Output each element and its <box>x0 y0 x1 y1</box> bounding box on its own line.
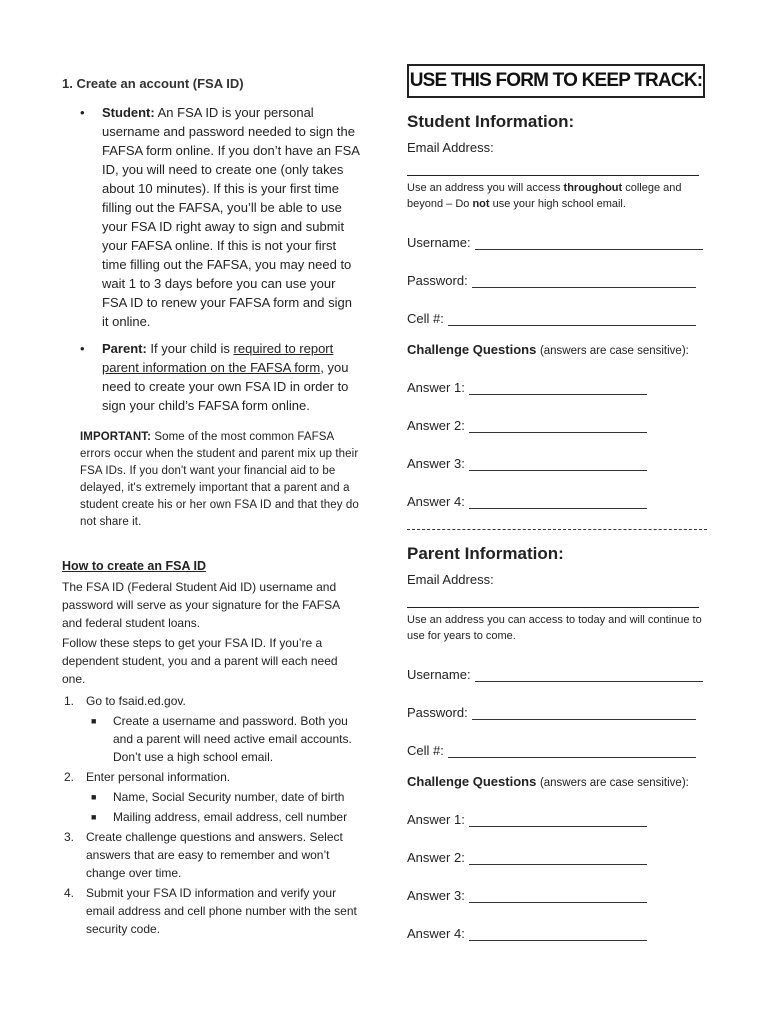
note-text: college and beyond – Do <box>407 182 682 210</box>
parent-bullet <box>62 339 362 415</box>
sub-item <box>86 712 362 766</box>
parent-answer-4-field[interactable] <box>469 926 647 941</box>
cell-label: Cell #: <box>407 743 444 758</box>
square-bullet-icon: ■ <box>91 792 97 802</box>
parent-label: Parent: <box>102 341 147 356</box>
student-password-field[interactable] <box>472 273 696 288</box>
account-bullets <box>62 103 362 415</box>
parent-text-before: If your child is <box>150 341 230 356</box>
answer-label: Answer 1: <box>407 380 465 395</box>
section-title: 1. Create an account (FSA ID) <box>62 76 244 91</box>
steps-intro: Follow these steps to get your FSA ID. If you’re a dependent student, you and a parent will each need one. <box>62 636 338 686</box>
username-label: Username: <box>407 667 471 682</box>
step-item <box>62 768 362 826</box>
parent-answer-row <box>407 845 707 865</box>
student-answer-row <box>407 451 707 471</box>
username-label: Username: <box>407 235 471 250</box>
step-text: Enter personal information. <box>86 770 231 784</box>
parent-answer-row <box>407 921 707 941</box>
student-label: Student: <box>102 105 155 120</box>
section-divider <box>407 529 707 530</box>
student-answer-row <box>407 489 707 509</box>
note-bold: throughout <box>563 182 623 194</box>
student-cell-row <box>407 306 707 326</box>
parent-info-link[interactable]: required to report parent information on the FAFSA form <box>102 341 334 375</box>
student-username-row <box>407 230 707 250</box>
steps-list <box>62 692 362 938</box>
sub-list <box>86 712 362 766</box>
step-item <box>62 692 362 766</box>
sub-item-text: Mailing address, email address, cell number <box>113 810 348 824</box>
step-item <box>62 884 362 938</box>
form-title-box: USE THIS FORM TO KEEP TRACK: <box>407 64 705 98</box>
parent-email-note: Use an address you can access to today and will continue to use for years to come. <box>407 614 702 642</box>
password-label: Password: <box>407 273 468 288</box>
cq-label: Challenge Questions <box>407 774 537 789</box>
step-text: Submit your FSA ID information and verify your email address and cell phone number with the sent security code. <box>86 886 357 936</box>
parent-answer-row <box>407 883 707 903</box>
tracking-form <box>407 64 707 941</box>
parent-heading: Parent Information: <box>407 544 564 563</box>
bullet-icon: • <box>80 341 85 356</box>
parent-answer-2-field[interactable] <box>469 850 647 865</box>
answer-label: Answer 2: <box>407 850 465 865</box>
student-password-row <box>407 268 707 288</box>
parent-answer-3-field[interactable] <box>469 888 647 903</box>
important-label: IMPORTANT: <box>80 431 152 443</box>
student-bullet <box>62 103 362 331</box>
student-answer-1-field[interactable] <box>469 380 647 395</box>
parent-username-row <box>407 662 707 682</box>
student-answer-2-field[interactable] <box>469 418 647 433</box>
parent-answer-1-field[interactable] <box>469 812 647 827</box>
sub-item-text: Create a username and password. Both you and a parent will need active email accounts. Don’t use a high school email. <box>113 714 352 764</box>
parent-email-field[interactable] <box>407 587 699 608</box>
sub-item <box>86 808 362 826</box>
student-heading: Student Information: <box>407 112 575 131</box>
step-number: 2. <box>64 770 75 784</box>
student-email-label: Email Address: <box>407 140 494 155</box>
student-text: An FSA ID is your personal username and password needed to sign the FAFSA form online. If you don’t have an FSA ID, you will need to create one (only takes about 10 minutes). If this is your first time filling out the FAFSA, you’ll be able to use your FSA ID right away to sign and submit your FAFSA online. If this is not your first time filling out the FAFSA, you may need to wait 1 to 3 days before you can use your FSA ID to renew your FAFSA form and sign it online. <box>102 105 360 329</box>
student-answer-3-field[interactable] <box>469 456 647 471</box>
bullet-icon: • <box>80 105 85 120</box>
square-bullet-icon: ■ <box>91 812 97 822</box>
how-to-title: How to create an FSA ID <box>62 559 207 573</box>
cq-note: (answers are case sensitive): <box>539 345 689 357</box>
parent-cell-field[interactable] <box>448 743 696 758</box>
step-text: Go to fsaid.ed.gov. <box>86 694 186 708</box>
cq-label: Challenge Questions <box>407 342 537 357</box>
answer-label: Answer 4: <box>407 926 465 941</box>
student-email-field[interactable] <box>407 155 699 176</box>
sub-list <box>86 788 362 826</box>
square-bullet-icon: ■ <box>91 716 97 726</box>
note-bold: not <box>472 198 490 210</box>
cq-note: (answers are case sensitive): <box>539 777 689 789</box>
student-answer-4-field[interactable] <box>469 494 647 509</box>
student-answer-row <box>407 413 707 433</box>
student-answer-row <box>407 375 707 395</box>
important-note <box>62 429 362 531</box>
student-cell-field[interactable] <box>448 311 696 326</box>
step-item <box>62 828 362 882</box>
answer-label: Answer 4: <box>407 494 465 509</box>
step-text: Create challenge questions and answers. Select answers that are easy to remember and won’t change over time. <box>86 830 343 880</box>
step-number: 3. <box>64 830 75 844</box>
important-text: Some of the most common FAFSA errors occur when the student and parent mix up their FSA IDs. If you don't want your financial aid to be delayed, it's extremely important that a parent and a student create his or her own FSA ID and that they do not share it. <box>80 431 359 528</box>
answer-label: Answer 3: <box>407 456 465 471</box>
step-number: 1. <box>64 694 75 708</box>
sub-item-text: Name, Social Security number, date of birth <box>113 790 345 804</box>
parent-answer-row <box>407 807 707 827</box>
parent-email-label: Email Address: <box>407 572 494 587</box>
answer-label: Answer 3: <box>407 888 465 903</box>
parent-username-field[interactable] <box>475 667 703 682</box>
password-label: Password: <box>407 705 468 720</box>
parent-challenge-label <box>407 774 707 789</box>
sub-item <box>86 788 362 806</box>
student-challenge-label <box>407 342 707 357</box>
parent-password-field[interactable] <box>472 705 696 720</box>
step-number: 4. <box>64 886 75 900</box>
intro-paragraph: The FSA ID (Federal Student Aid ID) username and password will serve as your signature for the FAFSA and federal student loans. <box>62 580 340 630</box>
parent-cell-row <box>407 738 707 758</box>
answer-label: Answer 1: <box>407 812 465 827</box>
cell-label: Cell #: <box>407 311 444 326</box>
student-username-field[interactable] <box>475 235 703 250</box>
note-text: Use an address you will access <box>407 182 561 194</box>
answer-label: Answer 2: <box>407 418 465 433</box>
note-text: use your high school email. <box>492 198 626 210</box>
parent-password-row <box>407 700 707 720</box>
student-email-note <box>407 180 707 212</box>
instructions-column <box>62 74 362 940</box>
parent-text-after: , you need to create your own FSA ID in order to sign your child’s FAFSA form online. <box>102 360 349 413</box>
